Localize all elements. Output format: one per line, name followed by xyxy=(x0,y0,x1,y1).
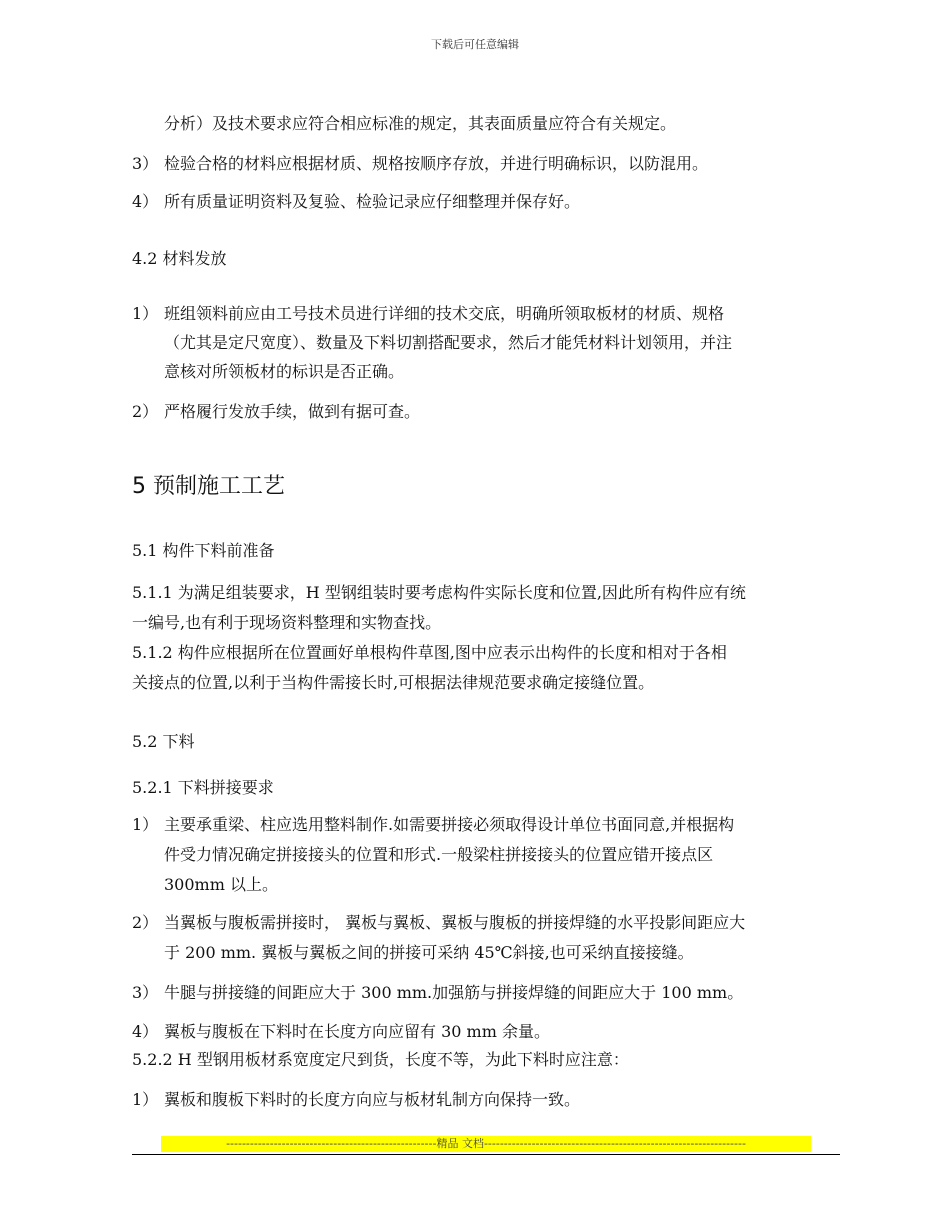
list-number: 1） xyxy=(132,815,159,834)
list-number: 1） xyxy=(132,1090,159,1109)
list-item: 检验合格的材料应根据材质、规格按顺序存放，并进行明确标识，以防混用。 xyxy=(164,154,709,173)
list-number: 3） xyxy=(132,154,159,173)
subsection-heading: 5.1 构件下料前准备 xyxy=(132,541,275,560)
list-item-line: 意核对所领板材的标识是否正确。 xyxy=(164,362,405,381)
section-title: 5 预制施工工艺 xyxy=(132,474,285,499)
list-item: 翼板与腹板在下料时在长度方向应留有 30 mm 余量。 xyxy=(164,1022,550,1041)
subsection-heading: 5.2 下料 xyxy=(132,732,195,751)
list-number: 1） xyxy=(132,304,159,323)
list-item: 翼板和腹板下料时的长度方向应与板材轧制方向保持一致。 xyxy=(164,1090,581,1109)
list-item-line: 300mm 以上。 xyxy=(164,875,278,894)
subsection-heading: 4.2 材料发放 xyxy=(132,249,227,268)
list-item-line: 当翼板与腹板需拼接时， 翼板与翼板、翼板与腹板的拼接焊缝的水平投影间距应大 xyxy=(164,913,746,932)
list-number: 2） xyxy=(132,402,159,421)
list-number: 3） xyxy=(132,983,159,1002)
list-item: 所有质量证明资料及复验、检验记录应仔细整理并保存好。 xyxy=(164,192,581,211)
paragraph-line: 5.1.2 构件应根据所在位置画好单根构件草图,图中应表示出构件的长度和相对于各相 xyxy=(132,643,727,662)
continuation-line: 分析）及技术要求应符合相应标准的规定，其表面质量应符合有关规定。 xyxy=(164,114,677,133)
list-number: 2） xyxy=(132,913,159,932)
list-number: 4） xyxy=(132,1022,159,1041)
list-item-line: 件受力情况确定拼接接头的位置和形式.一般梁柱拼接接头的位置应错开接点区 xyxy=(164,845,714,864)
paragraph-line: 关接点的位置,以利于当构件需接长时,可根据法律规范要求确定接缝位置。 xyxy=(132,673,655,692)
list-item-line: （尤其是定尺宽度）、数量及下料切割搭配要求，然后才能凭材料计划领用，并注 xyxy=(164,333,733,352)
footer-banner: -----------------------------------------------------精品 文档------------------------------------------------------------------ xyxy=(161,1136,811,1152)
sub-subsection-heading: 5.2.1 下料拼接要求 xyxy=(132,778,274,797)
paragraph-line: 一编号,也有利于现场资料整理和实物查找。 xyxy=(132,613,442,632)
page-header: 下载后可任意编辑 xyxy=(431,38,519,51)
list-item-line: 于 200 mm. 翼板与翼板之间的拼接可采纳 45℃斜接,也可采纳直接接缝。 xyxy=(164,943,694,962)
list-item: 严格履行发放手续，做到有据可查。 xyxy=(164,402,421,421)
list-item: 牛腿与拼接缝的间距应大于 300 mm.加强筋与拼接焊缝的间距应大于 100 mm。 xyxy=(164,983,744,1002)
footer-divider xyxy=(132,1154,840,1155)
list-item-line: 班组领料前应由工号技术员进行详细的技术交底，明确所领取板材的材质、规格 xyxy=(164,304,725,323)
paragraph-line: 5.2.2 H 型钢用板材系宽度定尺到货，长度不等，为此下料时应注意： xyxy=(132,1050,629,1069)
paragraph-line: 5.1.1 为满足组装要求，H 型钢组装时要考虑构件实际长度和位置,因此所有构件应有统 xyxy=(132,583,746,602)
list-number: 4） xyxy=(132,192,159,211)
list-item-line: 主要承重梁、柱应选用整料制作.如需要拼接必须取得设计单位书面同意,并根据构 xyxy=(164,815,735,834)
